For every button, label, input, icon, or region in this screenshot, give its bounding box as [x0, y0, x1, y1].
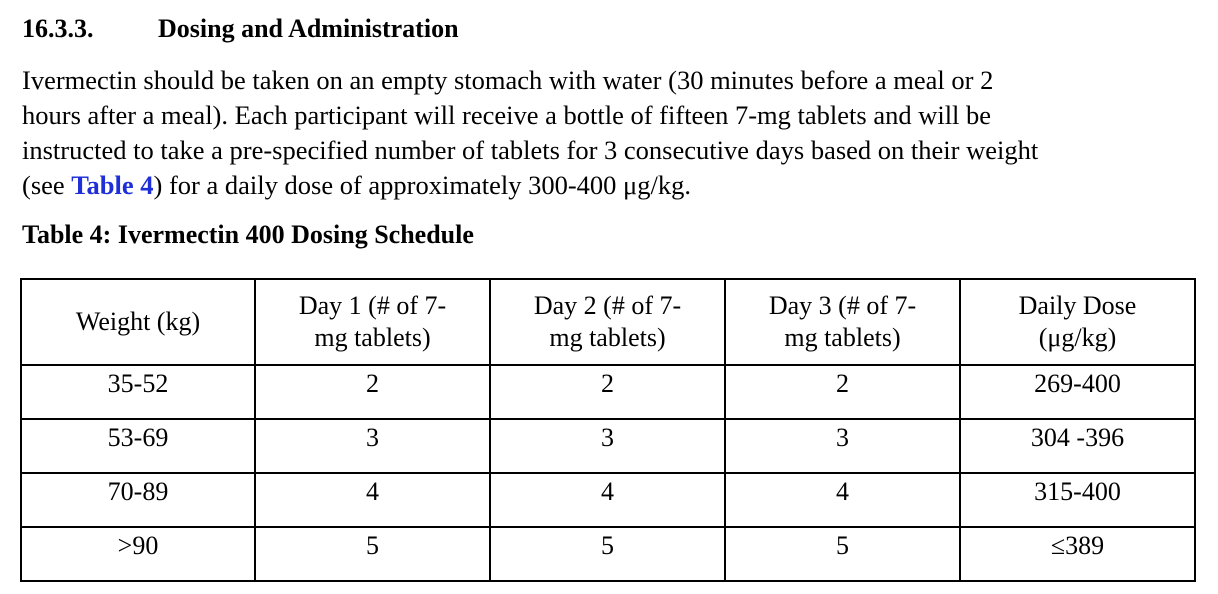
header-weight-label: Weight (kg): [75, 307, 201, 336]
paragraph-line-4: [22, 168, 1202, 203]
cell-day-3: 4: [725, 473, 960, 527]
header-day-1-line-2: mg tablets): [314, 323, 431, 352]
cell-day-1: 2: [255, 365, 490, 419]
paragraph-line-2: hours after a meal). Each participant will receive a bottle of fifteen 7-mg tablets and will be: [22, 100, 992, 130]
cell-daily-dose: 304 -396: [960, 419, 1195, 473]
section-heading: [22, 14, 459, 44]
header-daily-dose: [960, 279, 1195, 365]
table-row: [21, 419, 1195, 473]
section-number: 16.3.3.: [22, 14, 94, 43]
cell-day-1: 3: [255, 419, 490, 473]
header-day-3-line-2: mg tablets): [784, 323, 901, 352]
paragraph-line-1: Ivermectin should be taken on an empty stomach with water (30 minutes before a meal or 2: [22, 65, 994, 95]
table-row: [21, 365, 1195, 419]
cell-day-1: 4: [255, 473, 490, 527]
header-day-1: [255, 279, 490, 365]
header-day-3-line-1: Day 3 (# of 7-: [768, 291, 917, 320]
header-day-2: [490, 279, 725, 365]
section-title: Dosing and Administration: [158, 14, 459, 43]
table-row: [21, 527, 1195, 581]
cell-weight: 53-69: [21, 419, 255, 473]
header-day-2-line-2: mg tablets): [549, 323, 666, 352]
header-dose-line-2: (μg/kg): [1038, 323, 1117, 352]
cell-day-3: 5: [725, 527, 960, 581]
table-caption: Table 4: Ivermectin 400 Dosing Schedule: [22, 220, 474, 249]
cell-day-2: 2: [490, 365, 725, 419]
table-4-link[interactable]: Table 4: [71, 170, 154, 200]
cell-daily-dose: ≤389: [960, 527, 1195, 581]
paragraph-line-3: instructed to take a pre-specified number of tablets for 3 consecutive days based on their weight: [22, 135, 1039, 165]
cell-weight: 35-52: [21, 365, 255, 419]
cell-day-2: 3: [490, 419, 725, 473]
line-4-suffix: ) for a daily dose of approximately 300-400 μg/kg.: [153, 170, 691, 200]
cell-day-3: 3: [725, 419, 960, 473]
dosing-paragraph: [22, 63, 1202, 203]
line-4-prefix: (see: [22, 170, 72, 200]
cell-daily-dose: 315-400: [960, 473, 1195, 527]
cell-day-3: 2: [725, 365, 960, 419]
cell-day-2: 4: [490, 473, 725, 527]
table-row: [21, 473, 1195, 527]
header-day-3: [725, 279, 960, 365]
cell-weight: >90: [21, 527, 255, 581]
header-day-2-line-1: Day 2 (# of 7-: [533, 291, 682, 320]
table-header-row: [21, 279, 1195, 365]
cell-weight: 70-89: [21, 473, 255, 527]
header-day-1-line-1: Day 1 (# of 7-: [298, 291, 447, 320]
cell-day-1: 5: [255, 527, 490, 581]
header-dose-line-1: Daily Dose: [1018, 291, 1137, 320]
dosing-schedule-table: [20, 278, 1196, 582]
header-weight: [21, 279, 255, 365]
cell-daily-dose: 269-400: [960, 365, 1195, 419]
cell-day-2: 5: [490, 527, 725, 581]
